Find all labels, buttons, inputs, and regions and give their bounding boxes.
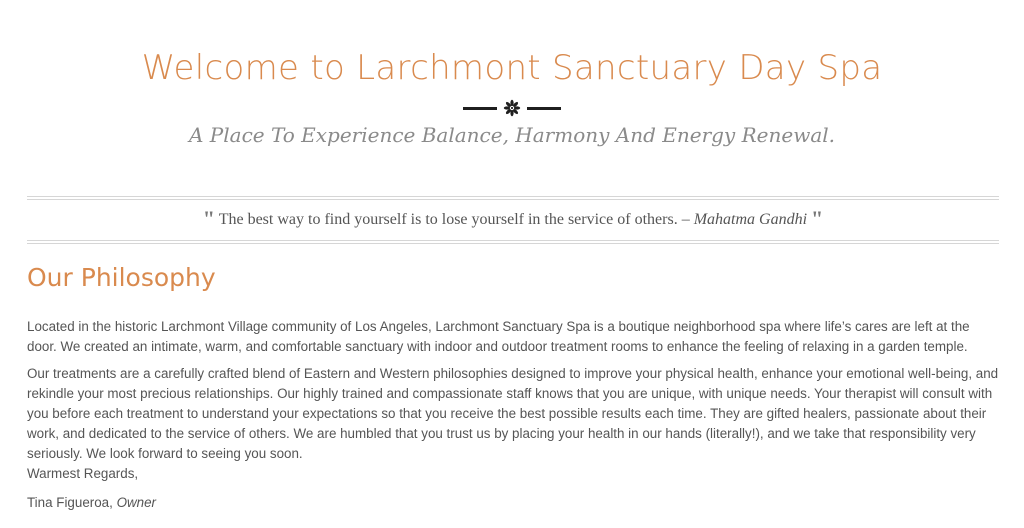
- page-tagline: A Place To Experience Balance, Harmony And Energy Renewal.: [188, 123, 835, 147]
- signature-name: Tina Figueroa,: [27, 495, 113, 510]
- signoff: Warmest Regards,: [27, 466, 139, 481]
- philosophy-section: [27, 260, 1002, 513]
- philosophy-paragraph-2: Our treatments are a carefully crafted blend of Eastern and Western philosophies designed to improve your physical health, enhance your emotional well-being, and rekindle your most precious relationships. Our highly trained and compassionate staff knows that you are unique, with unique needs. Your therapist will consult with you before each treatment to understand your expectations so that you receive the best possible results each time. They are gifted healers, passionate about their work, and dedicated to the service of others. We are humbled that you trust us by placing your health in our hands (literally!), and we take that responsibility very seriously. We look forward to seeing you soon.: [27, 366, 999, 461]
- philosophy-paragraph-1: Located in the historic Larchmont Village community of Los Angeles, Larchmont Sanctuary Spa is a boutique neighborhood spa where life’s cares are left at the door. We created an intimate, warm, and comfortable sanctuary with indoor and outdoor treatment rooms to enhance the feeling of relaxing in a garden temple.: [27, 319, 970, 354]
- quote-banner: [27, 196, 999, 246]
- quote-rule-top-inner: [27, 199, 999, 200]
- quote-rule-bottom-inner: [27, 240, 999, 241]
- divider-bar-right: [527, 107, 561, 110]
- quote-text: [27, 206, 999, 233]
- signature-role: Owner: [116, 495, 157, 510]
- flower-icon: [503, 99, 521, 117]
- quote-rule-bottom: [27, 243, 999, 244]
- section-title: Our Philosophy: [27, 263, 216, 292]
- quote-body: The best way to find yourself is to lose yourself in the service of others. –: [218, 211, 690, 228]
- signature: [27, 493, 1002, 513]
- title-divider: [0, 97, 1024, 119]
- quote-rule-top: [27, 196, 999, 197]
- open-quote-icon: ": [202, 206, 215, 231]
- quote-author: Mahatma Gandhi: [693, 211, 808, 228]
- page-title: Welcome to Larchmont Sanctuary Day Spa: [141, 48, 883, 88]
- close-quote-icon: ": [811, 206, 824, 231]
- divider-bar-left: [463, 107, 497, 110]
